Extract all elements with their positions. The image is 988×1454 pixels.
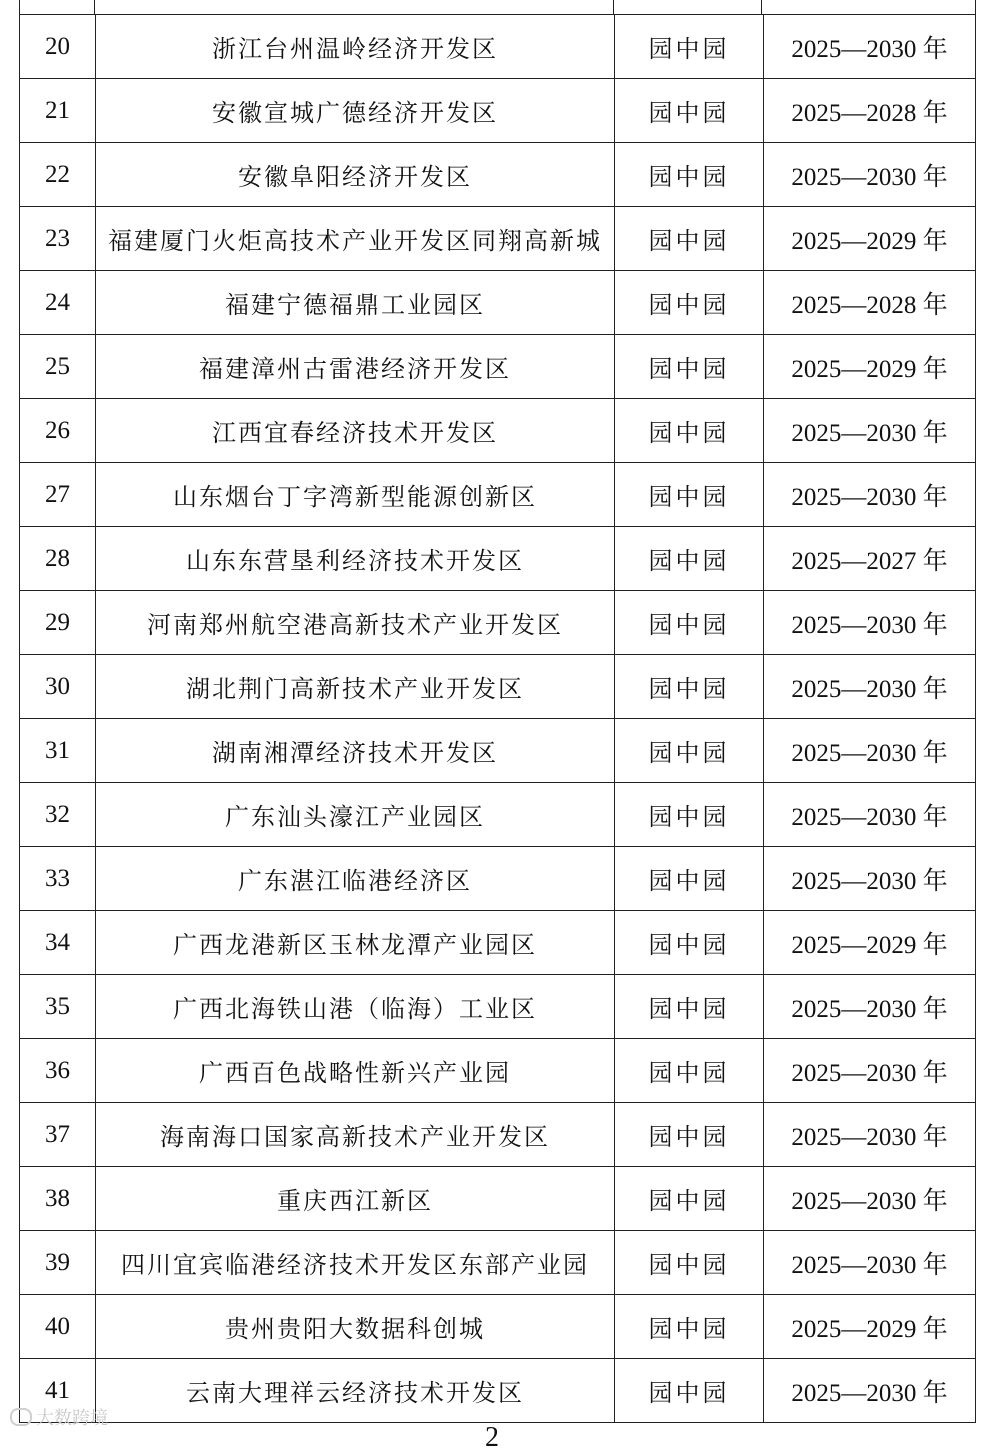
table-row [20, 15, 976, 79]
park-name: 山东东营垦利经济技术开发区 [96, 527, 615, 591]
watermark [10, 1404, 108, 1430]
park-type: 园中园 [615, 399, 764, 463]
time-period: 2025—2030 年 [764, 783, 976, 847]
park-type: 园中园 [615, 463, 764, 527]
park-type: 园中园 [615, 783, 764, 847]
time-period: 2025—2030 年 [764, 399, 976, 463]
park-name: 江西宜春经济技术开发区 [96, 399, 615, 463]
park-type: 园中园 [615, 975, 764, 1039]
time-period: 2025—2030 年 [764, 591, 976, 655]
time-period: 2025—2028 年 [764, 271, 976, 335]
park-type: 园中园 [615, 271, 764, 335]
row-number: 21 [20, 79, 96, 143]
table-row [20, 463, 976, 527]
park-name: 安徽宣城广德经济开发区 [96, 79, 615, 143]
row-number: 23 [20, 207, 96, 271]
row-number: 22 [20, 143, 96, 207]
time-period: 2025—2030 年 [764, 15, 976, 79]
table-row [20, 527, 976, 591]
page-number: 2 [485, 1422, 499, 1453]
table-row [20, 143, 976, 207]
table-row [20, 1103, 976, 1167]
row-number: 26 [20, 399, 96, 463]
row-number: 29 [20, 591, 96, 655]
table-row [20, 1039, 976, 1103]
row-number: 20 [20, 15, 96, 79]
park-type: 园中园 [615, 1167, 764, 1231]
table-row [20, 719, 976, 783]
time-period: 2025—2029 年 [764, 335, 976, 399]
time-period: 2025—2029 年 [764, 207, 976, 271]
park-type: 园中园 [615, 655, 764, 719]
time-period: 2025—2030 年 [764, 463, 976, 527]
time-period: 2025—2030 年 [764, 143, 976, 207]
time-period: 2025—2030 年 [764, 719, 976, 783]
row-number: 24 [20, 271, 96, 335]
park-name: 福建厦门火炬高技术产业开发区同翔高新城 [96, 207, 615, 271]
table-row [20, 655, 976, 719]
park-type: 园中园 [615, 207, 764, 271]
table-row [20, 207, 976, 271]
park-name: 四川宜宾临港经济技术开发区东部产业园 [96, 1231, 615, 1295]
park-name: 河南郑州航空港高新技术产业开发区 [96, 591, 615, 655]
table-row [20, 1231, 976, 1295]
park-name: 广东汕头濠江产业园区 [96, 783, 615, 847]
time-period: 2025—2030 年 [764, 655, 976, 719]
park-type: 园中园 [615, 1231, 764, 1295]
time-period: 2025—2027 年 [764, 527, 976, 591]
park-name: 湖北荆门高新技术产业开发区 [96, 655, 615, 719]
table-row [20, 1167, 976, 1231]
table-row [20, 271, 976, 335]
park-type: 园中园 [615, 591, 764, 655]
park-name: 广西北海铁山港（临海）工业区 [96, 975, 615, 1039]
park-name: 广西百色战略性新兴产业园 [96, 1039, 615, 1103]
table-row [20, 591, 976, 655]
park-name: 安徽阜阳经济开发区 [96, 143, 615, 207]
row-number: 36 [20, 1039, 96, 1103]
time-period: 2025—2029 年 [764, 911, 976, 975]
table-row [20, 783, 976, 847]
park-name: 贵州贵阳大数据科创城 [96, 1295, 615, 1359]
park-name: 广东湛江临港经济区 [96, 847, 615, 911]
park-name: 福建漳州古雷港经济开发区 [96, 335, 615, 399]
table-body [20, 15, 976, 1423]
row-number: 37 [20, 1103, 96, 1167]
park-name: 浙江台州温岭经济开发区 [96, 15, 615, 79]
time-period: 2025—2030 年 [764, 975, 976, 1039]
row-number: 30 [20, 655, 96, 719]
parks-table [19, 14, 976, 1423]
park-type: 园中园 [615, 1039, 764, 1103]
watermark-logo-icon [10, 1408, 32, 1426]
park-type: 园中园 [615, 1103, 764, 1167]
time-period: 2025—2030 年 [764, 1359, 976, 1423]
table-row [20, 847, 976, 911]
row-number: 40 [20, 1295, 96, 1359]
park-name: 重庆西江新区 [96, 1167, 615, 1231]
park-name: 山东烟台丁字湾新型能源创新区 [96, 463, 615, 527]
table-row [20, 975, 976, 1039]
table-row [20, 1359, 976, 1423]
park-type: 园中园 [615, 79, 764, 143]
park-name: 湖南湘潭经济技术开发区 [96, 719, 615, 783]
row-number: 31 [20, 719, 96, 783]
row-number: 38 [20, 1167, 96, 1231]
time-period: 2025—2030 年 [764, 1231, 976, 1295]
park-name: 福建宁德福鼎工业园区 [96, 271, 615, 335]
park-type: 园中园 [615, 143, 764, 207]
row-number: 28 [20, 527, 96, 591]
time-period: 2025—2028 年 [764, 79, 976, 143]
row-number: 39 [20, 1231, 96, 1295]
park-type: 园中园 [615, 15, 764, 79]
table-row [20, 79, 976, 143]
table-row [20, 1295, 976, 1359]
row-number: 34 [20, 911, 96, 975]
row-number: 27 [20, 463, 96, 527]
time-period: 2025—2030 年 [764, 1167, 976, 1231]
table-row [20, 911, 976, 975]
row-number: 41 [20, 1359, 96, 1423]
row-number: 32 [20, 783, 96, 847]
park-type: 园中园 [615, 911, 764, 975]
table-top-edge [19, 0, 977, 14]
park-name: 云南大理祥云经济技术开发区 [96, 1359, 615, 1423]
table-row [20, 399, 976, 463]
park-name: 海南海口国家高新技术产业开发区 [96, 1103, 615, 1167]
time-period: 2025—2030 年 [764, 1039, 976, 1103]
time-period: 2025—2029 年 [764, 1295, 976, 1359]
park-type: 园中园 [615, 1295, 764, 1359]
park-name: 广西龙港新区玉林龙潭产业园区 [96, 911, 615, 975]
table-row [20, 335, 976, 399]
time-period: 2025—2030 年 [764, 847, 976, 911]
row-number: 35 [20, 975, 96, 1039]
park-type: 园中园 [615, 335, 764, 399]
time-period: 2025—2030 年 [764, 1103, 976, 1167]
row-number: 25 [20, 335, 96, 399]
row-number: 33 [20, 847, 96, 911]
watermark-text: 大数跨境 [36, 1408, 108, 1429]
park-type: 园中园 [615, 719, 764, 783]
park-type: 园中园 [615, 527, 764, 591]
park-type: 园中园 [615, 1359, 764, 1423]
park-type: 园中园 [615, 847, 764, 911]
